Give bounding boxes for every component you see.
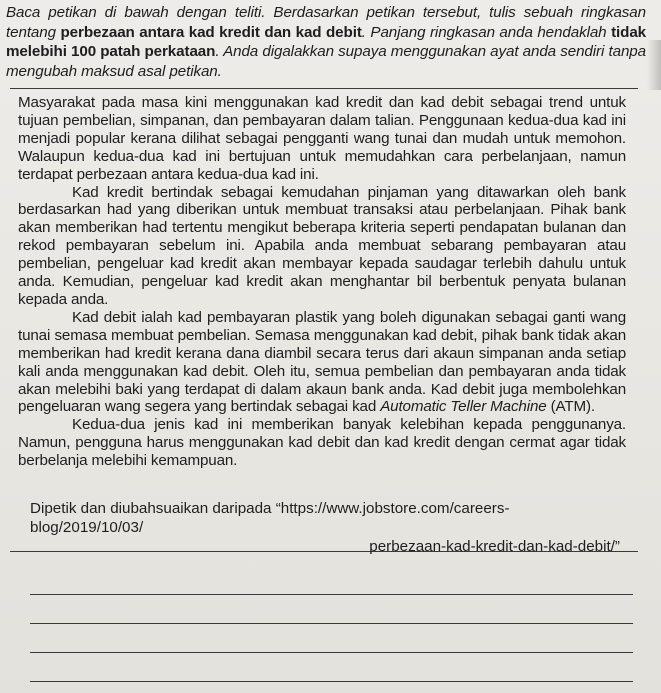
instructions-text-1: Baca petikan di bawah dengan teliti. Berdasarkan petikan tersebut, tulis sebuah ringkasan tentang: [6, 4, 646, 41]
paragraph-3-text: Kad debit ialah kad pembayaran plastik yang boleh digunakan sebagai ganti wang tunai semasa membuat pembelian. Semasa menggunakan kad debit, pihak bank tidak akan memberikan had kredit kerana dana diambil secara terus dari akaun simpanan anda setiap kali anda menggunakan kad debit. Oleh itu, semua pembelian dan pembayaran anda tidak akan melebihi baki yang terdapat di dalam akaun bank anda. Kad debit juga membolehkan pengeluaran wang segera yang bertindak sebagai kad: [18, 308, 626, 416]
answer-line-3[interactable]: [30, 652, 633, 653]
instructions-text-3: . Anda digalakkan supaya menggunakan ayat anda sendiri tanpa mengubah maksud asal petikan.: [6, 43, 646, 80]
instructions-bold-2: tidak melebihi 100 patah perkataan: [6, 23, 647, 60]
instructions-bold-1: perbezaan antara kad kredit dan kad debit: [60, 23, 362, 41]
answer-line-1[interactable]: [30, 594, 633, 595]
source-line-1: Dipetik dan diubahsuaikan daripada “https://www.jobstore.com/careers-blog/2019/10/03/: [30, 500, 510, 536]
paragraph-2: Kad kredit bertindak sebagai kemudahan pinjaman yang ditawarkan oleh bank berdasarkan had yang diberikan untuk membuat transaksi atau perbelanjaan. Pihak bank akan memberikan had tertentu mengikut beberapa kriteria seperti pendapatan bulanan dan rekod pembayaran sebelum ini. Apabila anda membuat sebarang pembayaran atau pembelian, pengeluar kad kredit akan membayar kepada saudagar terlebih dahulu untuk anda. Kemudian, pengeluar kad kredit akan menghantar bil berbentuk penyata bulanan kepada anda.: [18, 183, 626, 308]
paragraph-3: [18, 309, 626, 416]
passage-box: [10, 88, 638, 555]
source-citation: [26, 499, 620, 556]
paragraph-3-italic: Automatic Teller Machine: [380, 398, 547, 416]
answer-line-2[interactable]: [30, 623, 633, 624]
answer-line-4[interactable]: [30, 681, 633, 682]
paragraph-4: Kedua-dua jenis kad ini memberikan banyak kelebihan kepada penggunanya. Namun, pengguna harus menggunakan kad debit dan kad kredit dengan cermat agar tidak berbelanja melebihi kemampuan.: [18, 416, 626, 470]
question-instructions: [6, 3, 646, 81]
page-fold-shadow: [647, 40, 661, 90]
instructions-text-2: . Panjang ringkasan anda hendaklah: [361, 23, 612, 41]
paragraph-3-end: (ATM).: [546, 398, 595, 416]
paragraph-1: Masyarakat pada masa kini menggunakan kad kredit dan kad debit sebagai trend untuk tujuan pembelian, simpanan, dan pembayaran dalam talian. Penggunaan kedua-dua kad ini menjadi popular kerana dilihat sebagai pengganti wang tunai dan mudah untuk memohon. Walaupun kedua-dua kad ini bertujuan untuk memudahkan cara perbelanjaan, namun terdapat perbezaan antara kedua-dua kad ini.: [18, 94, 626, 183]
passage: [18, 94, 626, 470]
source-line-2: perbezaan-kad-kredit-dan-kad-debit/”: [369, 538, 620, 555]
